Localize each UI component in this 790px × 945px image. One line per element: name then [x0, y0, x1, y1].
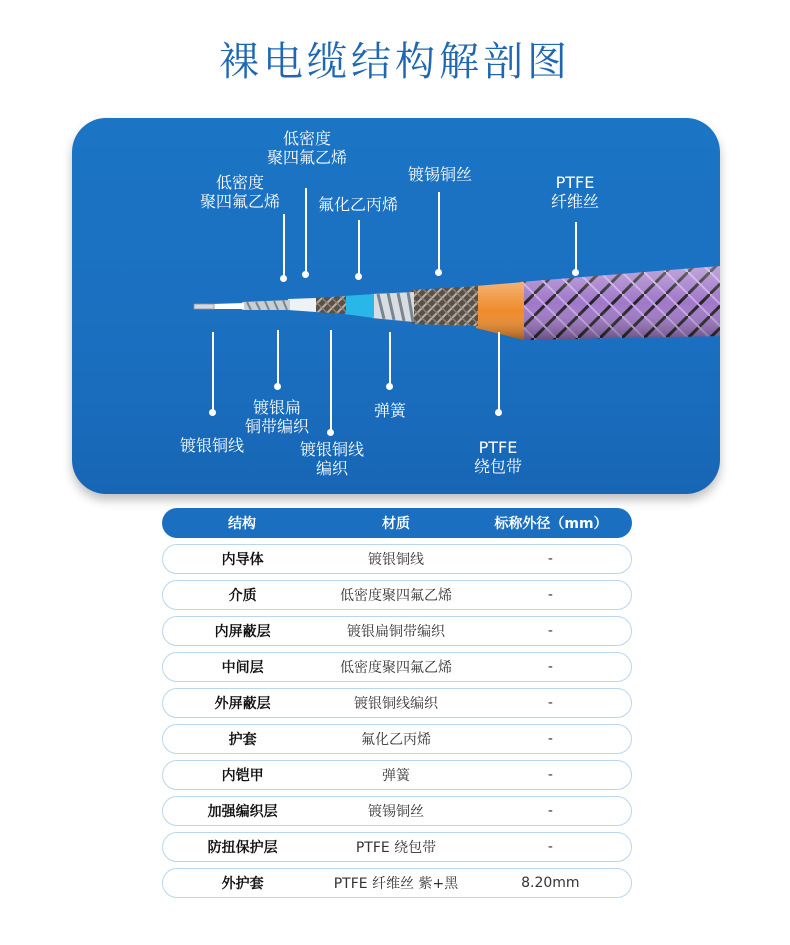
cell-diameter: - — [547, 587, 553, 603]
cell-structure: 防扭保护层 — [207, 840, 278, 856]
label-line: 氟化乙丙烯 — [317, 195, 398, 214]
header-material: 材质 — [382, 516, 410, 532]
cell-diameter: - — [547, 695, 553, 711]
flat-braid-layer — [242, 300, 290, 310]
table-row — [162, 832, 632, 862]
leader-ptfe-fiber — [575, 222, 577, 274]
cell-material: 镀锡铜丝 — [368, 804, 424, 820]
cell-structure: 内导体 — [221, 552, 264, 568]
table-row — [162, 580, 632, 610]
label-line: 镀银扁 — [252, 398, 301, 417]
table-row — [162, 544, 632, 574]
spring-layer — [372, 292, 414, 322]
cell-material: 镀银铜线 — [368, 552, 424, 568]
label-line: 纤维丝 — [550, 192, 599, 211]
cell-material: PTFE 纤维丝 紫+黑 — [333, 876, 459, 892]
dielectric-layer — [212, 303, 244, 309]
cell-structure: 护套 — [228, 732, 257, 748]
leader-fep — [358, 220, 360, 278]
label-line: 弹簧 — [373, 401, 406, 420]
label-line: PTFE — [555, 173, 595, 192]
leader-wire-braid — [330, 330, 332, 434]
inner-conductor — [194, 304, 214, 309]
label-line: 镀锡铜丝 — [407, 165, 472, 184]
label-line: 镀银铜线 — [179, 436, 244, 455]
cell-material: 弹簧 — [382, 768, 410, 784]
cell-material: 氟化乙丙烯 — [361, 732, 431, 748]
cell-structure: 外屏蔽层 — [214, 696, 271, 712]
label-spring — [350, 401, 430, 420]
label-line: 镀银铜线 — [299, 440, 364, 459]
label-line: 编织 — [315, 459, 348, 478]
ptfe-tape-layer — [476, 282, 524, 340]
fep-jacket-layer — [344, 294, 374, 318]
cell-structure: 中间层 — [221, 660, 264, 676]
label-ldpe-top — [257, 129, 357, 167]
table-row — [162, 796, 632, 826]
label-silver-wire — [162, 436, 262, 455]
leader-ldpe-top — [305, 188, 307, 276]
cell-diameter: - — [547, 803, 553, 819]
cell-structure: 内铠甲 — [221, 768, 264, 784]
table-row — [162, 724, 632, 754]
cell-material: 低密度聚四氟乙烯 — [340, 660, 452, 676]
leader-ldpe-left — [283, 214, 285, 280]
leader-silver-wire — [212, 332, 214, 414]
cell-structure: 外护套 — [221, 876, 264, 892]
cell-material: 镀银铜线编织 — [354, 696, 438, 712]
label-line: PTFE — [478, 438, 518, 457]
cell-material: 镀银扁铜带编织 — [347, 624, 445, 640]
page-title: 裸电缆结构解剖图 — [219, 39, 571, 85]
table-row — [162, 868, 632, 898]
label-flat-braid — [227, 398, 327, 436]
cell-material: 低密度聚四氟乙烯 — [340, 588, 452, 604]
outer-braid-layer — [314, 296, 346, 314]
dot-wire-braid — [327, 429, 334, 436]
dot-silver-wire — [209, 409, 216, 416]
label-line: 低密度 — [215, 173, 264, 192]
dot-ldpe-left — [280, 275, 287, 282]
leader-spring — [389, 332, 391, 388]
dot-ldpe-top — [302, 271, 309, 278]
table-row — [162, 760, 632, 790]
header-diameter: 标称外径（mm） — [494, 516, 608, 532]
label-tin-wire — [390, 165, 490, 184]
cell-diameter: - — [547, 659, 553, 675]
cell-diameter: - — [547, 767, 553, 783]
header-structure: 结构 — [228, 516, 256, 532]
leader-tin-wire — [438, 192, 440, 274]
dot-ptfe-tape — [495, 409, 502, 416]
dot-tin-wire — [435, 269, 442, 276]
table-row — [162, 652, 632, 682]
label-fep — [308, 195, 408, 214]
table-row — [162, 616, 632, 646]
table-header — [162, 508, 632, 538]
cell-diameter: - — [547, 623, 553, 639]
tin-braid-layer — [412, 286, 478, 326]
middle-dielectric — [288, 298, 316, 312]
dot-ptfe-fiber — [572, 269, 579, 276]
dot-flat-braid — [274, 383, 281, 390]
cell-diameter: - — [547, 731, 553, 747]
cell-structure: 介质 — [228, 588, 257, 604]
cell-structure: 加强编织层 — [207, 804, 278, 820]
dot-fep — [355, 273, 362, 280]
cable-diagram-panel — [72, 118, 720, 494]
label-line: 聚四氟乙烯 — [199, 192, 280, 211]
cell-material: PTFE 绕包带 — [355, 840, 437, 856]
outer-jacket — [520, 266, 720, 340]
label-line: 铜带编织 — [244, 417, 309, 436]
label-line: 绕包带 — [473, 457, 522, 476]
cell-structure: 内屏蔽层 — [214, 624, 271, 640]
cell-diameter: - — [547, 551, 553, 567]
leader-flat-braid — [277, 330, 279, 388]
dot-spring — [386, 383, 393, 390]
label-ptfe-tape — [458, 438, 538, 476]
label-ptfe-fiber — [535, 173, 615, 211]
label-line: 低密度 — [282, 129, 331, 148]
cell-diameter: - — [547, 839, 553, 855]
leader-ptfe-tape — [498, 332, 500, 414]
spec-table — [162, 508, 632, 898]
label-line: 聚四氟乙烯 — [266, 148, 347, 167]
table-row — [162, 688, 632, 718]
label-ldpe-left — [190, 173, 290, 211]
label-wire-braid — [282, 440, 382, 478]
cell-diameter: 8.20mm — [521, 875, 580, 891]
